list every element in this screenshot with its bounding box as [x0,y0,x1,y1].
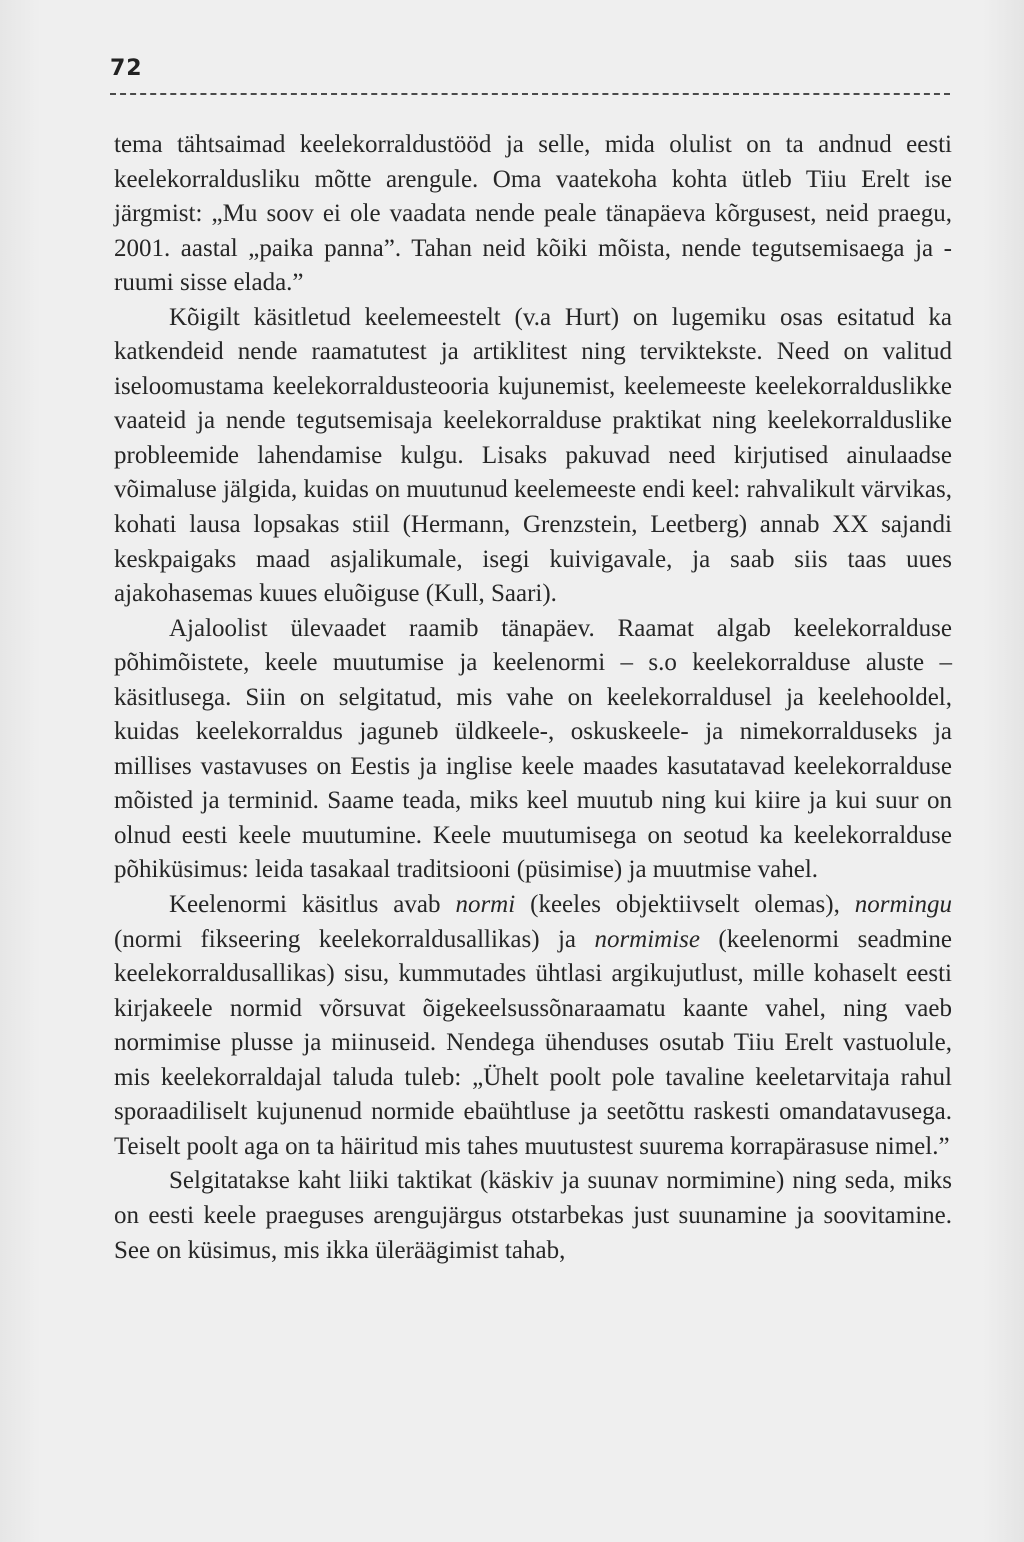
text-run: Keelenormi käsitlus avab [169,891,456,919]
paragraph: Kõigilt käsitletud keelemeestelt (v.a Hurt) on lugemiku osas esitatud ka katkendeid nende raamatutest ja artiklitest ning terviktekste. Need on valitud iseloomustama keelekorraldusteooria kujunemist, keelemeeste keelekorralduslikke vaateid ja nende tegutsemisaja keelekorralduse praktikat ning keelekorralduslike probleemide lahendamise kulgu. Lisaks pakuvad need kirjutised ainulaadse võimaluse jälgida, kuidas on muutunud keelemeeste endi keel: rahvalikult värvikas, kohati lausa lopsakas stiil (Hermann, Grenzstein, Leetberg) annab XX sajandi keskpaigaks maad asjalikumale, isegi kuivigavale, ja saab siis taas uues ajakohasemas kuues eluõiguse (Kull, Saari). [114,303,952,608]
paragraph: Selgitatakse kaht liiki taktikat (käskiv ja suunav normimine) ning seda, miks on eesti keele praeguses arengujärgus otstarbekas just suunamine ja soovitamine. See on küsimus, mis ikka üleräägimist tahab, [114,1167,952,1264]
paragraph: tema tähtsaimad keelekorraldustööd ja selle, mida olulist on ta andnud eesti keelekorraldusliku mõtte arengule. Oma vaatekoha kohta ütleb Tiiu Erelt ise järgmist: „Mu soov ei ole vaadata nende peale tänapäeva kõrgusest, neid praegu, 2001. aastal „paika panna”. Tahan neid kõiki mõista, nende tegutsemisaega ja -ruumi sisse elada.” [114,131,952,297]
text-run: (normi fikseering keelekorraldusallikas) ja [114,925,595,953]
italic-term-normimise: normimise [594,925,700,953]
text-run: (keeles objektiivselt olemas), [515,891,855,919]
italic-term-normi: normi [455,891,516,919]
page-number: 72 [110,56,143,81]
paragraph: Ajaloolist ülevaadet raamib tänapäev. Raamat algab keelekorralduse põhimõistete, keele muutumise ja keelenormi – s.o keelekorralduse aluste – käsitlusega. Siin on selgitatud, mis vahe on keelekorraldusel ja keelehooldel, kuidas keelekorraldus jaguneb üldkeele-, oskuskeele- ja nimekorralduseks ja millises vastavuses on Eestis ja inglise keele maades kasutatavad keelekorralduse mõisted ja terminid. Saame teada, miks keel muutub ning kui kiire ja kui suur on olnud eesti keele muutumine. Keele muutumisega on seotud ka keelekorralduse põhiküsimus: leida tasakaal traditsiooni (püsimise) ja muutmise vahel. [114,614,952,884]
body-text [114,128,952,1268]
italic-term-normingu: normingu [854,891,952,919]
text-run: (keelenormi seadmine keelekorraldusallikas) sisu, kummutades ühtlasi argikujutlust, mille kohaselt eesti kirjakeele normid võrsuvat õigekeelsussõnaraamatu kaante vahel, ning vaeb normimise plusse ja miinuseid. Nendega ühenduses osutab Tiiu Erelt vastuolule, mis keelekorraldajal taluda tuleb: „Ühelt poolt pole tavaline keeletarvitaja rahul sporaadiliselt kujunenud normide ebaühtluse ja seetõttu raskesti omandatavusega. Teiselt poolt aga on ta häiritud mis tahes muutustest suurema korrapärasuse nimel.” [114,925,953,1160]
paragraph [114,888,952,1164]
header-dashed-rule [110,93,950,95]
